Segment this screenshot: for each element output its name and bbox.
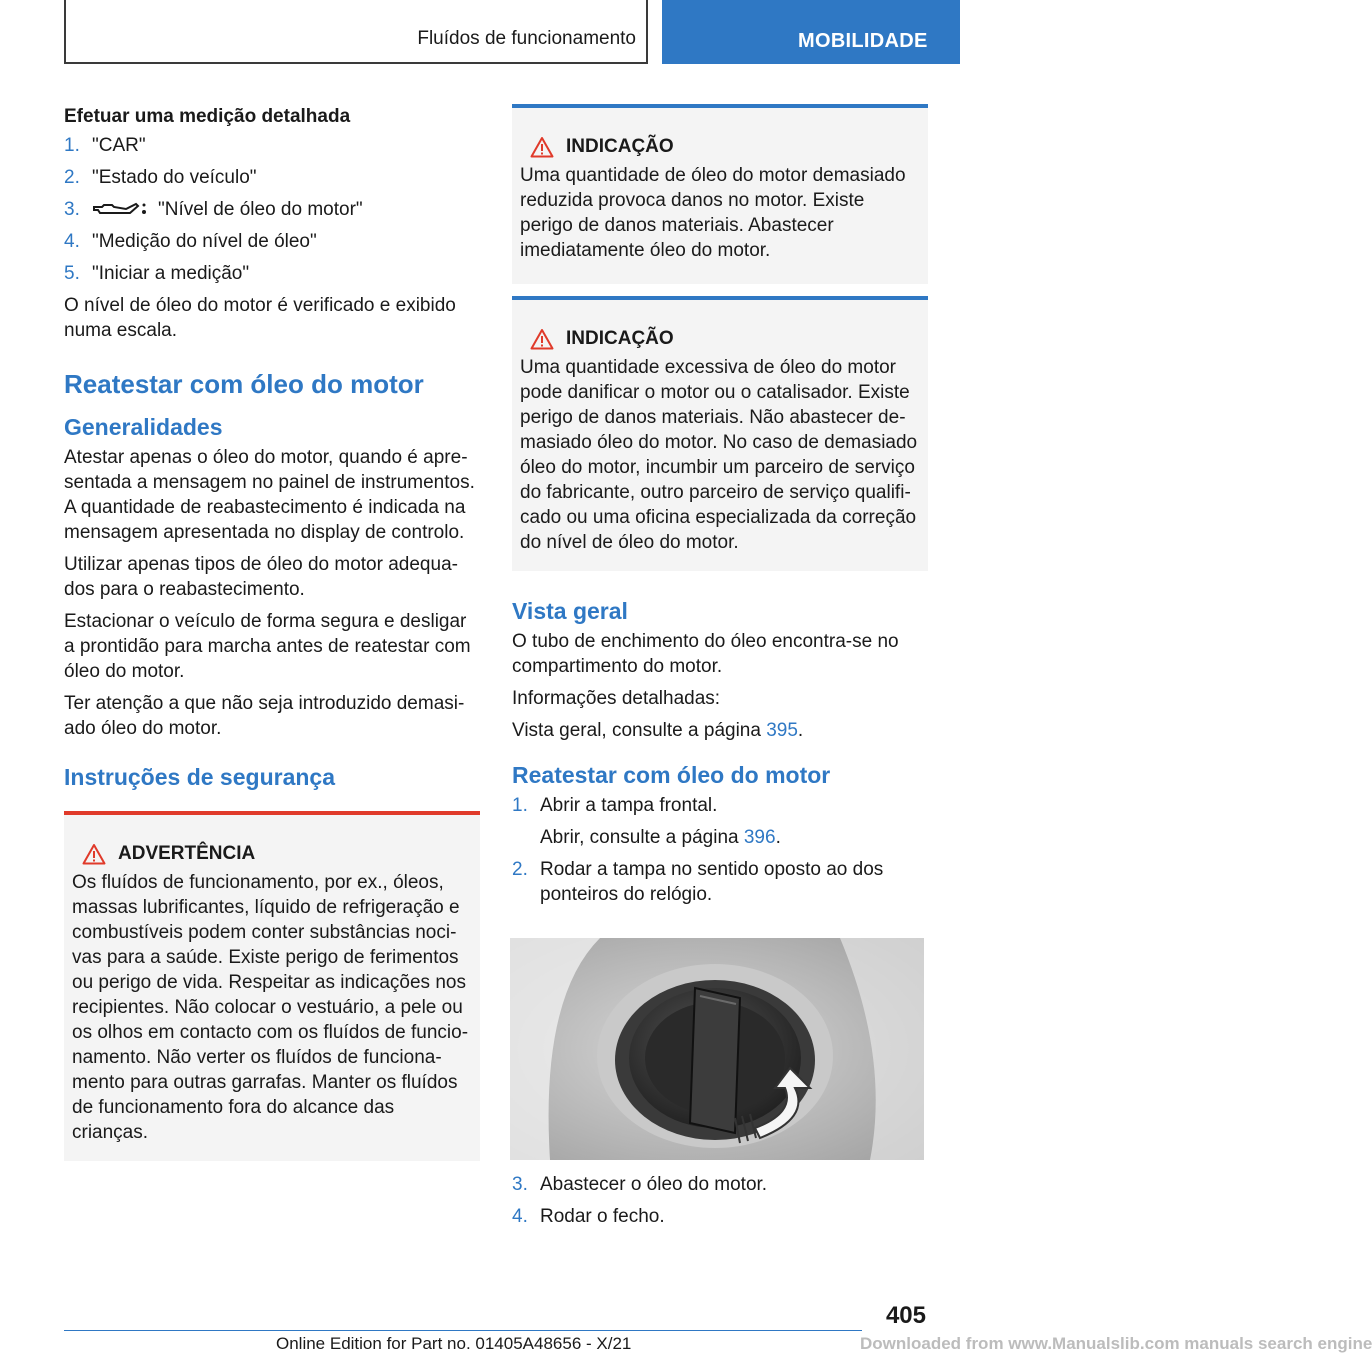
warning-triangle-icon	[530, 136, 554, 158]
footer-watermark: Downloaded from www.Manualslib.com manuals search engine	[860, 1334, 1372, 1353]
header-section-title: Fluídos de funcionamento	[417, 28, 636, 49]
step-number: 4.	[64, 231, 80, 252]
step-text: "Estado do veículo"	[92, 167, 257, 188]
step-number: 5.	[64, 263, 80, 284]
general-paragraph: Utilizar apenas tipos de óleo do motor adequados para o reabastecimento.	[64, 554, 458, 600]
notice-text: Uma quantidade de óleo do motor demasiado reduzida provoca danos no motor. Existe perigo de danos materiais. Abastecer imediatamente óleo do motor.	[520, 165, 906, 261]
step-number: 2.	[512, 859, 528, 880]
notice-title: INDICAÇÃO	[566, 136, 674, 157]
step-text: Abrir a tampa frontal.	[540, 795, 718, 816]
general-paragraph: Atestar apenas o óleo do motor, quando é apresentada a mensagem no painel de instrumentos. A quantidade de reabastecimento é indicada na mensagem apresentada no display de controlo.	[64, 447, 475, 543]
notice-text: Uma quantidade excessiva de óleo do motor pode danificar o motor ou o catalisador. Existe perigo de danos materiais. Não abastecer demasiado óleo do motor. No caso de demasiado óleo do motor, incumbir um parceiro de serviço do fabricante, outro parceiro de serviço qualificado ou uma oficina especializada da correção do nível de óleo do motor.	[520, 357, 918, 553]
oil-filler-cap-illustration	[510, 938, 924, 1160]
step-text: "Medição do nível de óleo"	[92, 231, 317, 252]
step-number: 3.	[512, 1174, 528, 1195]
refill-steps-continued	[512, 1172, 928, 1229]
warning-title: ADVERTÊNCIA	[118, 843, 256, 864]
notice-title: INDICAÇÃO	[566, 328, 674, 349]
details-label: Informações detalhadas:	[512, 688, 721, 709]
step-text: "CAR"	[92, 135, 146, 156]
step-number: 3.	[64, 199, 80, 220]
header-chapter-tab[interactable]	[662, 0, 960, 64]
list-item	[512, 1172, 928, 1197]
right-column	[512, 104, 928, 914]
step-text: Rodar a tampa no sentido oposto ao dos ponteiros do relógio.	[540, 859, 884, 905]
step-text: "Iniciar a medição"	[92, 263, 250, 284]
step-number: 4.	[512, 1206, 528, 1227]
list-item	[512, 1204, 928, 1229]
list-item	[64, 197, 480, 222]
safety-title: Instruções de segurança	[64, 764, 335, 790]
warning-box	[64, 811, 480, 1161]
notice-box	[512, 104, 928, 284]
step-number: 1.	[512, 795, 528, 816]
warning-text: Os fluídos de funcionamento, por ex., óleos, massas lubrificantes, líquido de refrigeração e combustíveis podem conter substâncias nocivas para a saúde. Existe perigo de ferimentos ou perigo de vida. Respeitar as indicações nos recipientes. Não colocar o vestuário, a pele ou os olhos em contacto com os fluídos de funcionamento. Não verter os fluídos de funcionamento para outras garrafas. Manter os fluídos de funcionamento fora do alcance das crianças.	[72, 872, 469, 1143]
measure-result: O nível de óleo do motor é verificado e exibido numa escala.	[64, 295, 456, 341]
list-item	[64, 165, 480, 190]
chapter-label: MOBILIDADE	[798, 30, 928, 52]
step-reference: Abrir, consulte a página 396.	[540, 827, 781, 848]
step-text: Abastecer o óleo do motor.	[540, 1174, 768, 1195]
notice-box	[512, 296, 928, 571]
overview-text: O tubo de enchimento do óleo encontra-se no compartimento do motor.	[512, 631, 899, 677]
list-item	[64, 133, 480, 158]
warning-triangle-icon	[530, 328, 554, 350]
step-number: 1.	[64, 135, 80, 156]
page-link[interactable]: 395	[766, 720, 798, 741]
list-item	[512, 793, 928, 818]
general-paragraph: Estacionar o veículo de forma segura e desligar a prontidão para marcha antes de reatestar com óleo do motor.	[64, 611, 471, 682]
step-text: "Nível de óleo do motor"	[158, 199, 363, 220]
list-item	[64, 229, 480, 254]
step-number: 2.	[64, 167, 80, 188]
warning-triangle-icon	[82, 843, 106, 865]
page-link[interactable]: 396	[743, 827, 776, 848]
footer-rule	[64, 1330, 862, 1331]
page-number: 405	[885, 1302, 926, 1329]
detailed-measure-heading: Efetuar uma medição detalhada	[64, 106, 351, 127]
refill-title: Reatestar com óleo do motor	[512, 762, 831, 788]
footer-edition: Online Edition for Part no. 01405A48656 - X/21	[276, 1334, 632, 1353]
general-paragraph: Ter atenção a que não seja introduzido demasiado óleo do motor.	[64, 693, 465, 739]
section-title: Reatestar com óleo do motor	[64, 369, 424, 399]
overview-title: Vista geral	[512, 598, 628, 624]
left-column	[64, 104, 480, 1161]
measure-steps	[64, 133, 480, 286]
refill-steps	[512, 793, 928, 818]
right-column-continued	[512, 1172, 928, 1236]
step-text: Rodar o fecho.	[540, 1206, 665, 1227]
oil-can-icon	[92, 201, 152, 217]
overview-reference: Vista geral, consulte a página 395.	[512, 720, 804, 741]
list-item	[64, 261, 480, 286]
general-title: Generalidades	[64, 414, 223, 440]
list-item	[512, 857, 928, 907]
